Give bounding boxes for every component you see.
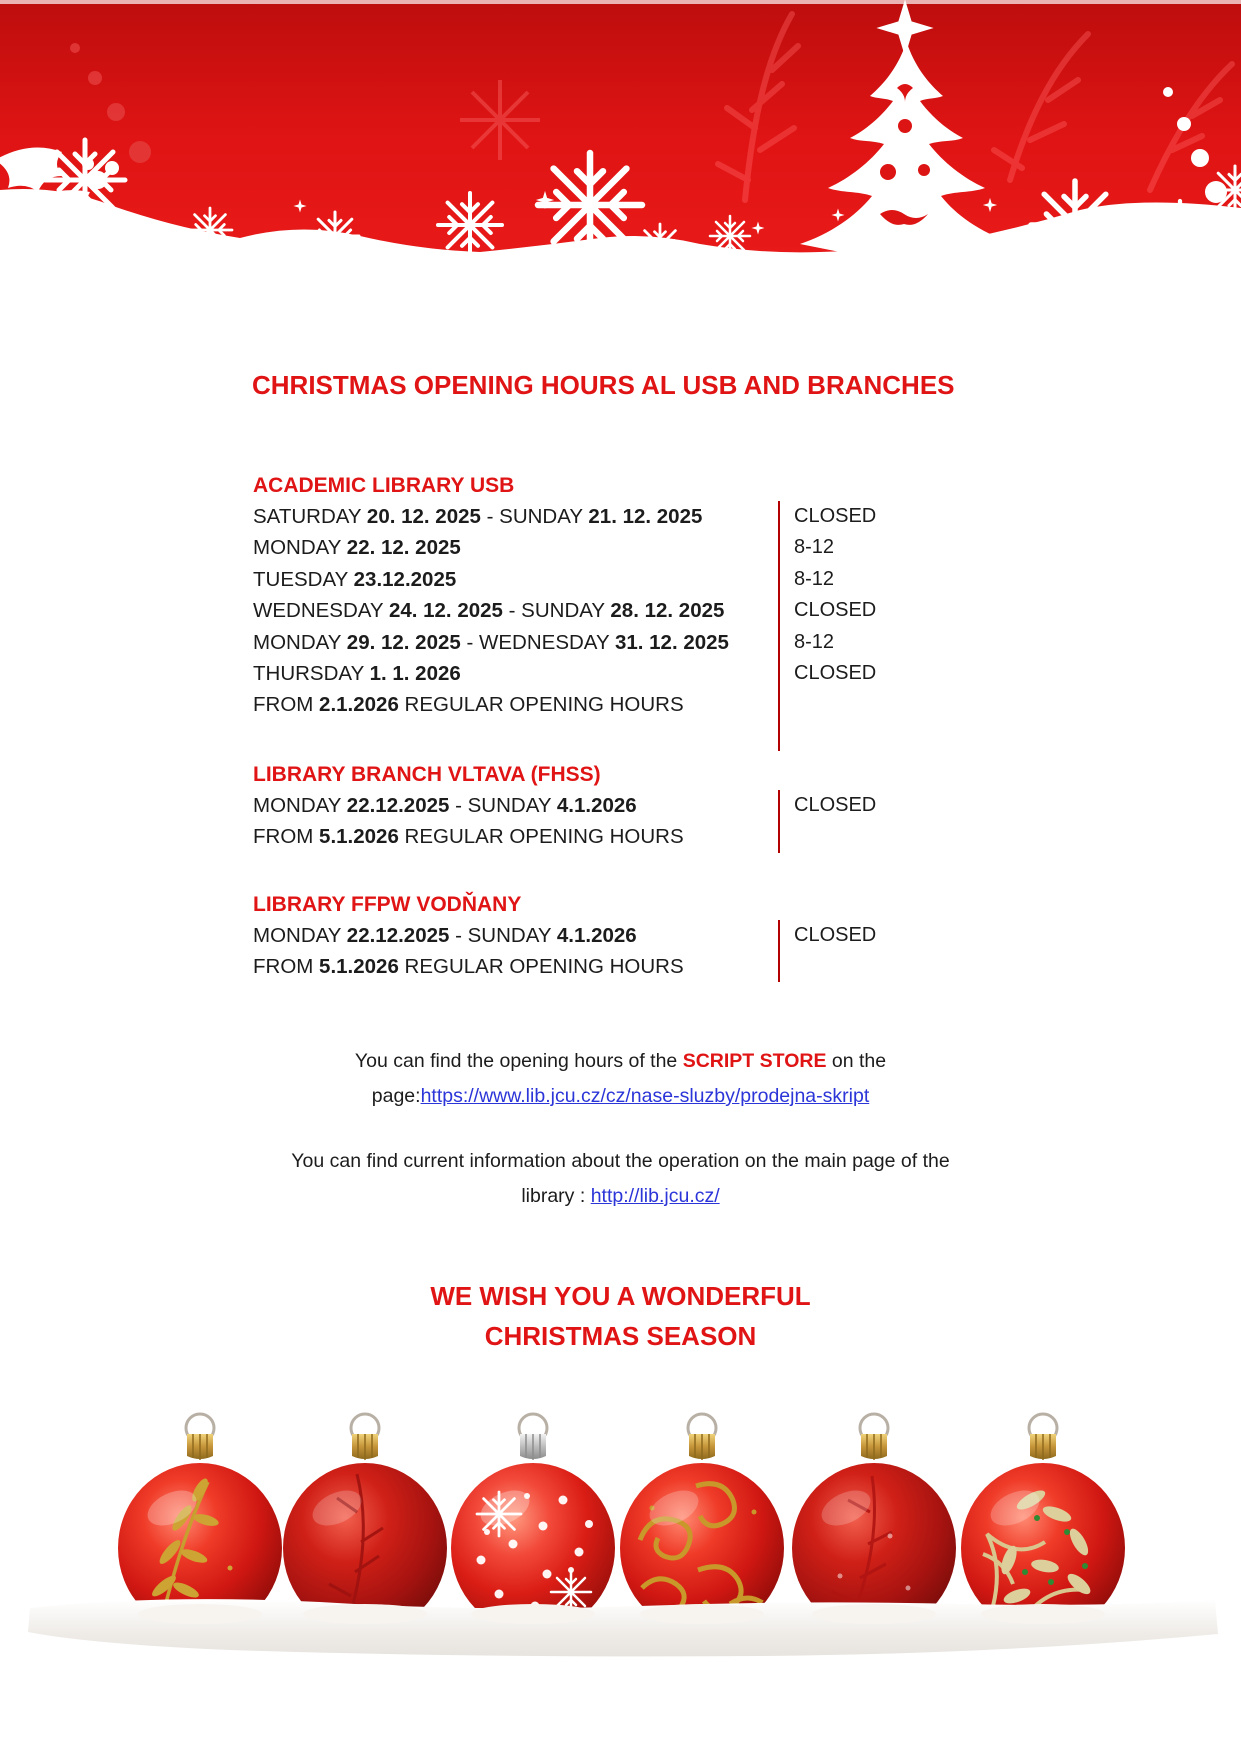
status-cell: 8-12 <box>794 536 835 559</box>
status-cell: CLOSED <box>794 599 877 622</box>
hours-section <box>253 759 933 853</box>
hours-row: WEDNESDAY 24. 12. 2025 - SUNDAY 28. 12. 2025 <box>253 599 725 623</box>
status-cell: CLOSED <box>794 793 877 816</box>
script-store-line1 <box>0 1044 1241 1079</box>
status-cell <box>794 689 884 720</box>
bauble-icon <box>451 1414 615 1633</box>
hours-row: THURSDAY 1. 1. 2026 <box>253 661 461 685</box>
christmas-banner <box>0 0 1241 256</box>
hours-row: TUESDAY 23.12.2025 <box>253 567 457 591</box>
note-text: You can find the opening hours of the <box>354 1050 683 1072</box>
bauble-icon <box>620 1414 784 1633</box>
hours-row: FROM 5.1.2026 REGULAR OPENING HOURS <box>253 954 684 978</box>
library-info-line1: You can find current information about the operation on the main page of the <box>291 1150 950 1172</box>
section-heading: LIBRARY BRANCH VLTAVA (FHSS) <box>253 762 601 786</box>
section-heading: ACADEMIC LIBRARY USB <box>253 474 515 497</box>
hours-row: FROM 5.1.2026 REGULAR OPENING HOURS <box>253 825 684 849</box>
hours-row: SATURDAY 20. 12. 2025 - SUNDAY 21. 12. 2025 <box>253 505 703 528</box>
hours-row: FROM 2.1.2026 REGULAR OPENING HOURS <box>253 693 684 717</box>
library-info-line2 <box>0 1179 1241 1214</box>
wish-line2: CHRISTMAS SEASON <box>484 1321 757 1351</box>
script-store-highlight: SCRIPT STORE <box>682 1050 827 1072</box>
hours-row: MONDAY 22.12.2025 - SUNDAY 4.1.2026 <box>253 793 637 817</box>
bauble-icon <box>283 1414 447 1633</box>
status-column <box>778 790 884 853</box>
page-title: CHRISTMAS OPENING HOURS AL USB AND BRANCHES <box>252 370 955 400</box>
status-cell <box>794 821 884 852</box>
christmas-wish <box>0 1276 1241 1356</box>
bauble-icon <box>961 1414 1125 1633</box>
status-column <box>778 501 884 751</box>
script-store-link[interactable]: https://www.lib.jcu.cz/cz/nase-sluzby/prodejna-skript <box>420 1085 870 1107</box>
ornaments-image <box>0 1408 1241 1670</box>
hours-section <box>253 470 933 751</box>
script-store-line2 <box>0 1079 1241 1114</box>
script-store-note <box>0 1044 1241 1114</box>
opening-hours-sections <box>253 470 933 982</box>
note-text: on the <box>826 1050 887 1072</box>
status-cell: 8-12 <box>794 630 835 653</box>
status-cell: CLOSED <box>794 923 877 946</box>
library-info-note <box>0 1144 1241 1214</box>
status-cell: CLOSED <box>794 661 877 684</box>
section-heading: LIBRARY FFPW VODŇANY <box>253 892 522 916</box>
status-column <box>778 920 884 983</box>
hours-section <box>253 889 933 983</box>
hours-row: MONDAY 22. 12. 2025 <box>253 536 461 560</box>
bauble-icon <box>792 1414 956 1633</box>
note-text: library : <box>521 1185 591 1207</box>
hours-row: MONDAY 22.12.2025 - SUNDAY 4.1.2026 <box>253 923 637 947</box>
status-cell <box>794 951 884 982</box>
status-cell: CLOSED <box>794 505 877 527</box>
library-homepage-link[interactable]: http://lib.jcu.cz/ <box>590 1185 720 1207</box>
status-cell: 8-12 <box>794 567 835 590</box>
red-flake-outline <box>460 80 540 160</box>
note-text: page: <box>371 1085 421 1107</box>
hours-row: MONDAY 29. 12. 2025 - WEDNESDAY 31. 12. 2025 <box>253 630 729 654</box>
wish-line1: WE WISH YOU A WONDERFUL <box>430 1281 811 1311</box>
